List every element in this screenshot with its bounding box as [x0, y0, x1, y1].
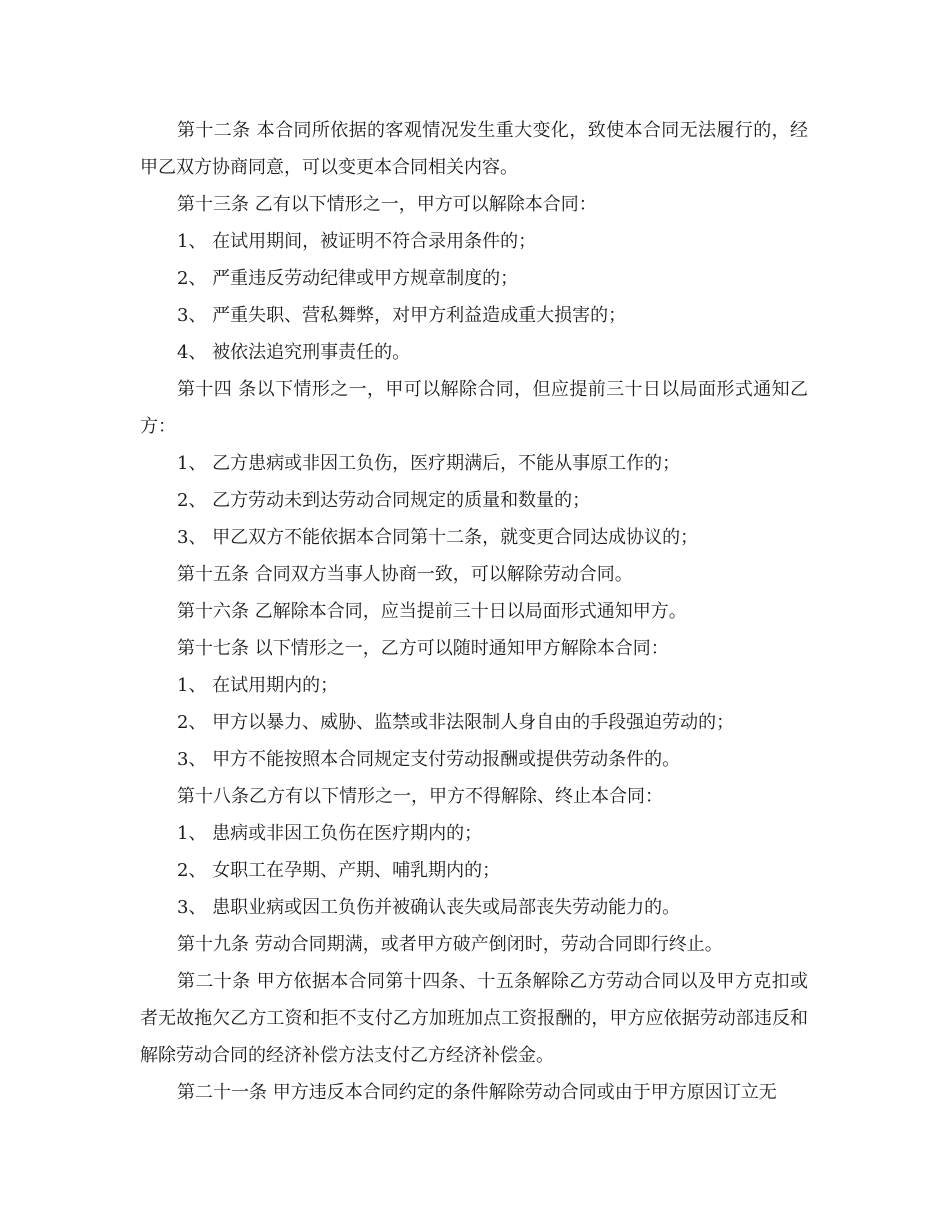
article-13-item-3: 3、 严重失职、营私舞弊，对甲方利益造成重大损害的；	[177, 305, 627, 326]
article-13: 第十三条 乙有以下情形之一，甲方可以解除本合同：	[177, 194, 597, 215]
article-17-item-1: 1、 在试用期内的；	[177, 675, 339, 696]
article-14: 第十四 条以下情形之一，甲可以解除合同，但应提前三十日以局面形式通知乙方：	[140, 379, 808, 437]
article-16: 第十六条 乙解除本合同，应当提前三十日以局面形式通知甲方。	[177, 601, 687, 622]
article-18-item-2: 2、 女职工在孕期、产期、哺乳期内的；	[177, 860, 501, 881]
article-19: 第十九条 劳动合同期满，或者甲方破产倒闭时，劳动合同即行终止。	[177, 934, 723, 955]
article-13-item-4: 4、 被依法追究刑事责任的。	[177, 342, 411, 363]
article-12: 第十二条 本合同所依据的客观情况发生重大变化，致使本合同无法履行的，经甲乙双方协商同意，可以变更本合同相关内容。	[140, 120, 808, 178]
article-18: 第十八条乙方有以下情形之一，甲方不得解除、终止本合同：	[177, 786, 663, 807]
article-14-item-1: 1、 乙方患病或非因工负伤，医疗期满后，不能从事原工作的；	[177, 453, 681, 474]
article-17-item-2: 2、 甲方以暴力、威胁、监禁或非法限制人身自由的手段强迫劳动的；	[177, 712, 735, 733]
article-15: 第十五条 合同双方当事人协商一致，可以解除劳动合同。	[177, 564, 633, 585]
article-18-item-3: 3、 患职业病或因工负伤并被确认丧失或局部丧失劳动能力的。	[177, 897, 681, 918]
document-body	[140, 112, 808, 1111]
article-17: 第十七条 以下情形之一，乙方可以随时通知甲方解除本合同：	[177, 638, 669, 659]
article-13-item-2: 2、 严重违反劳动纪律或甲方规章制度的；	[177, 268, 519, 289]
article-21: 第二十一条 甲方违反本合同约定的条件解除劳动合同或由于甲方原因订立无	[177, 1082, 777, 1103]
article-13-item-1: 1、 在试用期间，被证明不符合录用条件的；	[177, 231, 537, 252]
article-14-item-3: 3、 甲乙双方不能依据本合同第十二条，就变更合同达成协议的；	[177, 527, 699, 548]
article-18-item-1: 1、 患病或非因工负伤在医疗期内的；	[177, 823, 483, 844]
article-14-item-2: 2、 乙方劳动未到达劳动合同规定的质量和数量的；	[177, 490, 591, 511]
article-17-item-3: 3、 甲方不能按照本合同规定支付劳动报酬或提供劳动条件的。	[177, 749, 681, 770]
article-20: 第二十条 甲方依据本合同第十四条、十五条解除乙方劳动合同以及甲方克扣或者无故拖欠乙方工资和拒不支付乙方加班加点工资报酬的，甲方应依据劳动部违反和解除劳动合同的经济补偿方法支付乙方经济补偿金。	[140, 971, 808, 1066]
